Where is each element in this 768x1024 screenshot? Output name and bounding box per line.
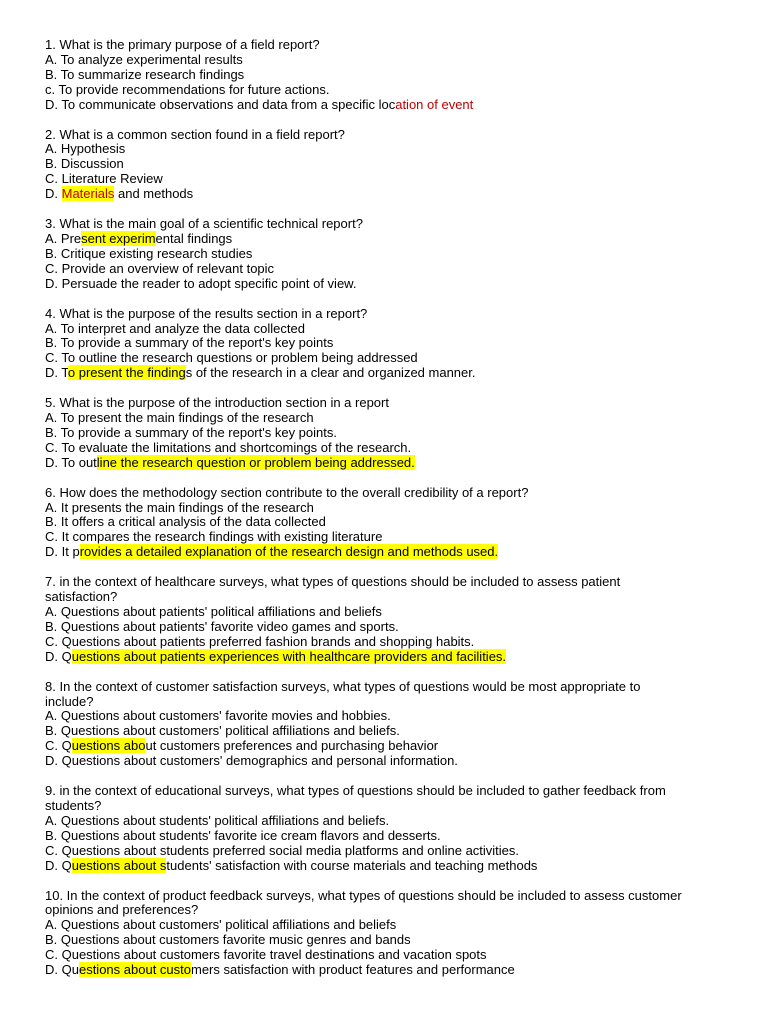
question-line	[45, 590, 745, 605]
question-line	[45, 426, 745, 441]
question-line	[45, 83, 745, 98]
question-line	[45, 844, 745, 859]
question-7	[45, 575, 745, 664]
text-segment: A. To present the main findings of the research	[45, 410, 314, 426]
question-text	[45, 784, 745, 799]
question-line	[45, 605, 745, 620]
text-segment: D. To communicate observations and data from a specific loc	[45, 96, 396, 112]
question-line	[45, 933, 745, 948]
question-line	[45, 351, 745, 366]
text-segment: C. Q	[45, 738, 72, 754]
question-line	[45, 963, 745, 978]
question-line	[45, 157, 745, 172]
text-segment: C. Questions about patients preferred fashion brands and shopping habits.	[45, 633, 475, 649]
question-4	[45, 307, 745, 382]
question-2	[45, 128, 745, 203]
text-segment: A. Pre	[45, 230, 82, 246]
question-line	[45, 620, 745, 635]
question-text	[45, 486, 745, 501]
text-segment: ental findings	[155, 230, 233, 246]
question-line	[45, 515, 745, 530]
text-segment: C. Questions about students preferred social media platforms and online activities.	[45, 842, 520, 858]
highlighted-text: estions about custo	[78, 962, 191, 978]
question-line	[45, 754, 745, 769]
text-segment: 8. In the context of customer satisfaction surveys, what types of questions would be most appropriate to	[45, 678, 641, 694]
text-segment: C. Questions about customers favorite travel destinations and vacation spots	[45, 947, 487, 963]
question-line	[45, 411, 745, 426]
text-segment: 2. What is a common section found in a field report?	[45, 126, 345, 142]
text-segment: 1. What is the primary purpose of a field report?	[45, 37, 320, 52]
question-line	[45, 247, 745, 262]
text-segment: 7. in the context of healthcare surveys, what types of questions should be included to assess patient	[45, 574, 621, 590]
question-10	[45, 889, 745, 978]
text-segment: C. To evaluate the limitations and shortcomings of the research.	[45, 439, 412, 455]
text-segment: B. Questions about customers favorite music genres and bands	[45, 932, 411, 948]
question-line	[45, 501, 745, 516]
question-text	[45, 217, 745, 232]
text-segment: D. Persuade the reader to adopt specific point of view.	[45, 275, 357, 291]
question-line	[45, 948, 745, 963]
text-segment: D. It p	[45, 544, 80, 560]
text-segment: A. It presents the main findings of the research	[45, 499, 314, 515]
text-segment: include?	[45, 693, 94, 709]
question-text	[45, 575, 745, 590]
text-segment: A. Questions about patients' political affiliations and beliefs	[45, 604, 382, 619]
question-line	[45, 187, 745, 202]
question-line	[45, 829, 745, 844]
text-segment: and methods	[114, 186, 194, 202]
question-9	[45, 784, 745, 873]
question-text	[45, 396, 745, 411]
question-line	[45, 709, 745, 724]
text-segment: C. To outline the research questions or problem being addressed	[45, 350, 418, 366]
text-segment: D.	[45, 186, 62, 202]
text-segment: D. Q	[45, 857, 72, 873]
text-segment: opinions and preferences?	[45, 902, 199, 918]
text-segment: 3. What is the main goal of a scientific technical report?	[45, 216, 363, 232]
question-line	[45, 530, 745, 545]
question-line	[45, 172, 745, 187]
question-text	[45, 128, 745, 143]
question-line	[45, 142, 745, 157]
highlighted-text: line the research question or problem being addressed.	[96, 454, 415, 470]
question-text	[45, 889, 745, 904]
text-segment: D. Questions about customers' demographics and personal information.	[45, 753, 458, 769]
question-8	[45, 680, 745, 769]
text-segment: 5. What is the purpose of the introduction section in a report	[45, 395, 389, 411]
text-segment: C. Provide an overview of relevant topic	[45, 260, 275, 276]
highlighted-text: uestions about patients experiences with healthcare providers and facilities.	[71, 648, 507, 664]
highlighted-text: rovides a detailed explanation of the research design and methods used.	[79, 544, 499, 560]
text-segment: B. Questions about customers' political affiliations and beliefs.	[45, 723, 400, 739]
text-segment: mers satisfaction with product features and performance	[191, 962, 515, 978]
text-segment: 4. What is the purpose of the results section in a report?	[45, 305, 368, 321]
text-segment: students?	[45, 797, 102, 813]
text-segment: tudents' satisfaction with course materials and teaching methods	[166, 857, 538, 873]
text-segment: B. Questions about students' favorite ice cream flavors and desserts.	[45, 827, 441, 843]
text-segment: C. It compares the research findings with existing literature	[45, 529, 383, 545]
red-text: ation of event	[395, 96, 474, 112]
text-segment: c. To provide recommendations for future actions.	[45, 81, 330, 97]
text-segment: A. Hypothesis	[45, 141, 126, 157]
question-line	[45, 814, 745, 829]
text-segment: B. It offers a critical analysis of the data collected	[45, 514, 326, 530]
question-line	[45, 441, 745, 456]
text-segment: B. To provide a summary of the report's key points.	[45, 424, 337, 440]
text-segment: B. Questions about patients' favorite video games and sports.	[45, 618, 399, 634]
question-line	[45, 903, 745, 918]
text-segment: 9. in the context of educational surveys, what types of questions should be included to gather feedback from	[45, 783, 666, 799]
text-segment: B. Critique existing research studies	[45, 245, 253, 261]
text-segment: D. Qu	[45, 962, 79, 978]
text-segment: D. T	[45, 365, 68, 381]
question-line	[45, 53, 745, 68]
text-segment: satisfaction?	[45, 589, 118, 605]
text-segment: B. To summarize research findings	[45, 66, 245, 82]
highlighted-text: sent experim	[81, 230, 156, 246]
question-line	[45, 635, 745, 650]
question-line	[45, 322, 745, 337]
text-segment: D. Q	[45, 648, 72, 664]
text-segment: A. To analyze experimental results	[45, 51, 243, 67]
quiz-document	[45, 38, 745, 993]
question-line	[45, 277, 745, 292]
text-segment: ut customers preferences and purchasing behavior	[145, 738, 439, 754]
question-5	[45, 396, 745, 471]
highlighted-text: uestions abo	[71, 738, 146, 754]
text-segment: B. Discussion	[45, 156, 124, 172]
question-line	[45, 232, 745, 247]
highlighted-text: o present the finding	[67, 365, 186, 381]
text-segment: A. To interpret and analyze the data collected	[45, 320, 305, 336]
text-segment: 6. How does the methodology section contribute to the overall credibility of a report?	[45, 484, 529, 500]
question-line	[45, 262, 745, 277]
question-line	[45, 859, 745, 874]
text-segment: A. Questions about students' political affiliations and beliefs.	[45, 812, 390, 828]
question-line	[45, 68, 745, 83]
question-line	[45, 724, 745, 739]
text-segment: B. To provide a summary of the report's key points	[45, 335, 334, 351]
text-segment: 10. In the context of product feedback surveys, what types of questions should be included to assess customer	[45, 887, 682, 903]
question-line	[45, 98, 745, 113]
question-line	[45, 918, 745, 933]
question-line	[45, 545, 745, 560]
question-line	[45, 456, 745, 471]
question-line	[45, 739, 745, 754]
text-segment: D. To out	[45, 454, 97, 470]
text-segment: C. Literature Review	[45, 171, 163, 187]
highlighted-text: Materials	[61, 186, 115, 202]
question-text	[45, 307, 745, 322]
text-segment: s of the research in a clear and organized manner.	[185, 365, 476, 381]
highlighted-text: uestions about s	[71, 857, 167, 873]
text-segment: A. Questions about customers' favorite movies and hobbies.	[45, 708, 391, 724]
question-line	[45, 650, 745, 665]
question-6	[45, 486, 745, 561]
question-line	[45, 366, 745, 381]
question-text	[45, 680, 745, 695]
question-3	[45, 217, 745, 292]
question-line	[45, 695, 745, 710]
text-segment: A. Questions about customers' political affiliations and beliefs	[45, 917, 397, 933]
question-line	[45, 336, 745, 351]
question-line	[45, 799, 745, 814]
question-1	[45, 38, 745, 113]
question-text	[45, 38, 745, 53]
